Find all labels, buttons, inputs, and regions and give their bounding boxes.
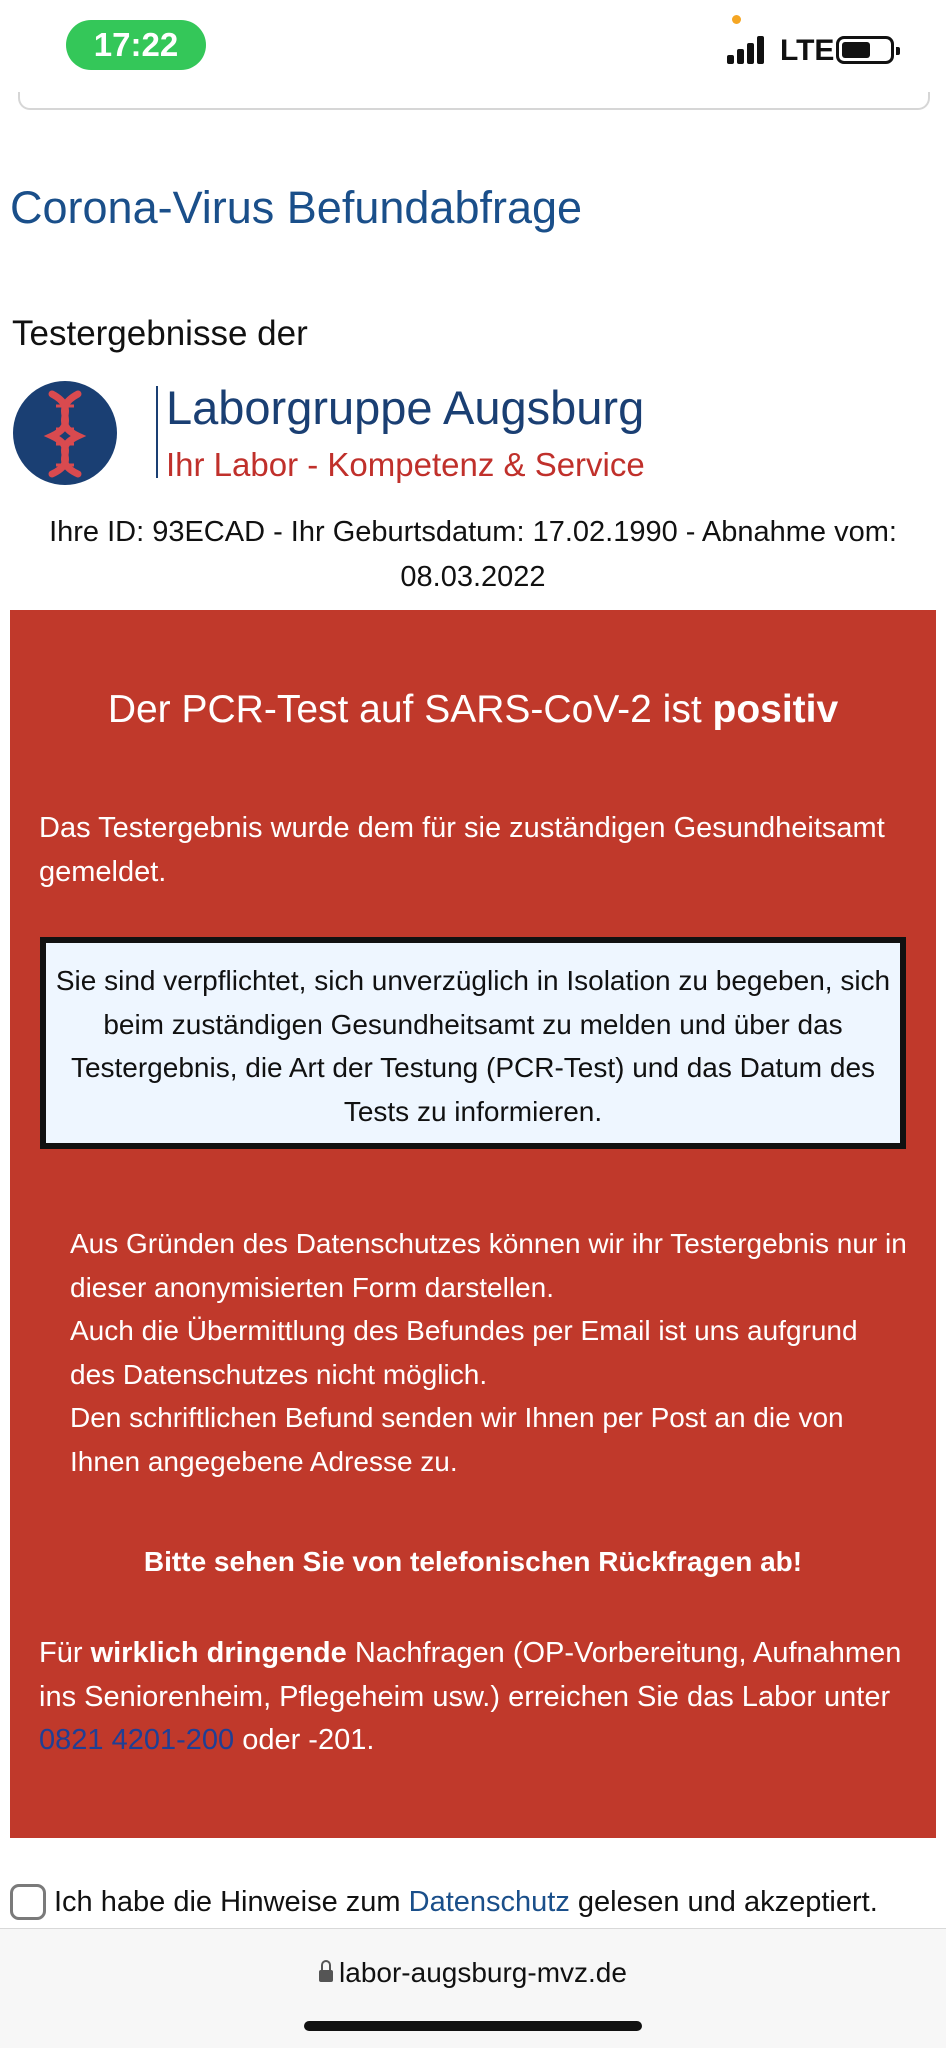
privacy-line: Auch die Übermittlung des Befundes per Email ist uns aufgrund des Datenschutzes nicht möglich.: [70, 1315, 858, 1390]
network-type: LTE: [780, 34, 835, 67]
phone-link[interactable]: 0821 4201-200: [39, 1724, 235, 1756]
urgent-contact-text: [39, 1632, 919, 1763]
lab-name: Laborgruppe Augsburg: [166, 381, 645, 434]
url-display[interactable]: [0, 1957, 946, 1989]
consent-row: [10, 1880, 940, 1926]
isolation-notice-box: [40, 937, 906, 1149]
consent-text-before: Ich habe die Hinweise zum: [54, 1886, 401, 1918]
result-value: positiv: [712, 688, 839, 731]
urgent-suffix: oder -201.: [242, 1724, 375, 1756]
battery-icon: [836, 36, 894, 64]
consent-text-after: gelesen und akzeptiert.: [577, 1886, 878, 1918]
urgent-bold: wirklich dringende: [90, 1637, 347, 1669]
page-frame-edge: [18, 92, 930, 110]
privacy-line: Aus Gründen des Datenschutzes können wir ihr Testergebnis nur in dieser anonymisierten Form darstellen.: [70, 1228, 907, 1303]
logo-divider: [156, 386, 158, 478]
result-panel: [10, 610, 936, 1838]
browser-address-bar[interactable]: [0, 1928, 946, 2048]
urgent-prefix: Für: [39, 1637, 83, 1669]
home-indicator[interactable]: [304, 2021, 642, 2031]
consent-text: [54, 1886, 878, 1919]
url-text: labor-augsburg-mvz.de: [339, 1957, 627, 1988]
dna-logo-icon: [12, 380, 118, 486]
status-time: 17:22: [66, 20, 206, 70]
reported-notice: Das Testergebnis wurde dem für sie zuständigen Gesundheitsamt gemeldet.: [39, 812, 885, 888]
no-calls-notice: Bitte sehen Sie von telefonischen Rückfragen ab!: [143, 1546, 803, 1577]
lock-icon: [319, 1967, 333, 1983]
urgent-middle: Nachfragen (OP-Vorbereitung, Aufnahmen ins Seniorenheim, Pflegeheim usw.) erreichen Sie das Labor unter: [39, 1637, 902, 1713]
result-heading: [10, 688, 936, 732]
lab-tagline: Ihr Labor - Kompetenz & Service: [166, 446, 645, 483]
patient-id-line: Ihre ID: 93ECAD - Ihr Geburtsdatum: 17.02.1990 - Abnahme vom: 08.03.2022: [49, 516, 897, 593]
page-title: Corona-Virus Befundabfrage: [10, 182, 583, 233]
privacy-policy-link[interactable]: Datenschutz: [408, 1886, 570, 1918]
privacy-line: Den schriftlichen Befund senden wir Ihnen per Post an die von Ihnen angegebene Adresse zu.: [70, 1402, 844, 1477]
signal-icon: [727, 36, 771, 64]
isolation-notice-text: Sie sind verpflichtet, sich unverzüglich in Isolation zu begeben, sich beim zuständigen Gesundheitsamt zu melden und über das Testergebnis, die Art der Testung (PCR-Test) und das Datum des Tests zu informieren.: [55, 965, 891, 1127]
consent-checkbox[interactable]: [10, 1884, 46, 1920]
result-heading-prefix: Der PCR-Test auf SARS-CoV-2 ist: [107, 688, 702, 731]
status-bar: [0, 0, 946, 100]
results-label: Testergebnisse der: [12, 314, 308, 353]
privacy-notice: [70, 1222, 910, 1483]
privacy-dot-icon: [732, 15, 741, 24]
